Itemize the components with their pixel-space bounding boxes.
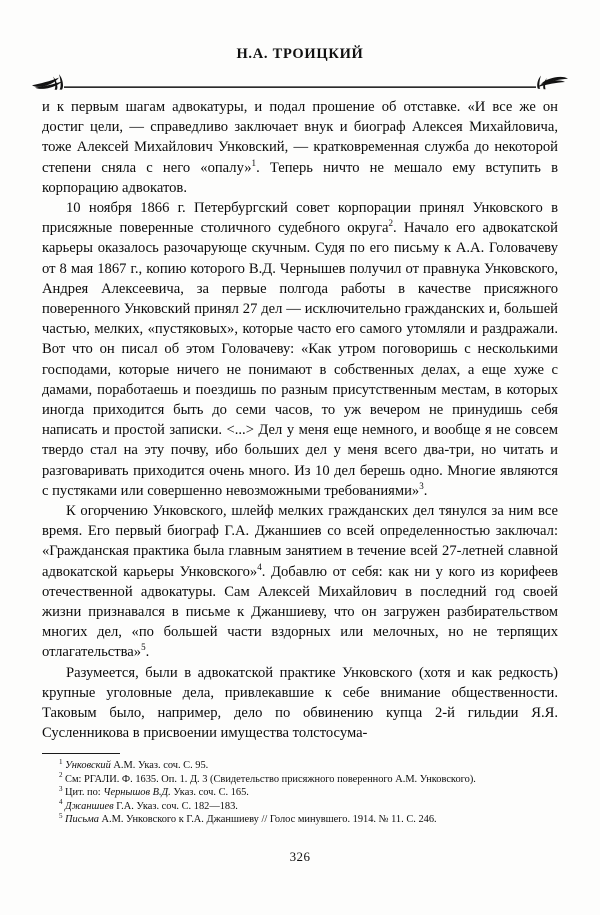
footnotes-section xyxy=(42,753,558,827)
paragraph: К огорчению Унковского, шлейф мелких гражданских дел тянулся за ним все время. Его первый биограф Г.А. Джаншиев со всей определенностью заключал: «Гражданская практика была главным занятием в течение всей 27-летней славной адвокатской карьеры Унковского»$^4$. Добавлю от себя: как ни у кого из корифеев отечественной адвокатуры. Сам Алексей Михайлович в последний год своей жизни признавался в письме к Джаншиеву, что он загружен разбирательством многих дел, «по большей части вздорных или мелочных, но не терпящих отлагательства»$^5$. xyxy=(42,503,558,661)
footnote-marker: 2 xyxy=(59,771,63,780)
footnote-separator xyxy=(42,753,120,754)
footnote-ref-5[interactable]: 5 xyxy=(141,642,146,653)
footnote-ref-3[interactable]: 3 xyxy=(419,481,424,491)
ornamental-rule xyxy=(26,70,574,92)
footnote-item: $^4$ Джаншиев Г.А. Указ. соч. С. 182—183. xyxy=(59,798,238,812)
footnote-item: $^5$ Письма А.М. Унковского к Г.А. Джаншиеву // Голос минувшего. 1914. № 11. С. 246. xyxy=(59,811,437,826)
footnote-author: Джаншиев xyxy=(65,800,114,812)
footnote-author: Унковский xyxy=(65,760,111,771)
footnote-marker: 3 xyxy=(59,784,63,793)
paragraph: Разумеется, были в адвокатской практике Унковского (хотя и как редкость) крупные уголовные дела, привлекавшие к себе внимание общественности. Таковым было, например, дело по обвинению купца 2-й гильдии Я.Я. Сусленникова в присвоении имущества толстосума- xyxy=(42,664,558,742)
footnote-item: $^2$ См: РГАЛИ. Ф. 1635. Оп. 1. Д. 3 (Свидетельство присяжного поверенного А.М. Унковского). xyxy=(59,771,476,785)
footnote-item: $^1$ Унковский А.М. Указ. соч. С. 95. xyxy=(59,757,209,771)
leaf-flourish-left-icon xyxy=(32,74,63,90)
footnote-marker: 1 xyxy=(59,757,63,766)
paragraph: 10 ноября 1866 г. Петербургский совет корпорации принял Унковского в присяжные поверенные столичного судебного округа$^2$. Начало его адвокатской карьеры оказалось разочарующе скучным. Судя по его письму к А.А. Головачеву от 8 мая 1867 г., копию которого В.Д. Чернышев получил от правнука Унковского, Андрея Алексеевича, за первые полгода работы в качестве присяжного поверенного Унковский принял 27 дел — исключительно гражданских и, большей частью, мелких, «пустяковых», которые часто его самого утомляли и раздражали. Вот что он писал об этом Головачеву: «Как утром поговоришь с несколькими господами, которые ничего не понимают в собственных делах, а еще хуже с дамами, поработаешь и поездишь по разным присутственным местам, в которых иногда приходится быть до семи часов, то уж вечером не принудишь себя написать и простой записки. <...> Дел у меня еще немного, и вообще я не совсем твердо стал на эту почву, ибо больших дел у меня всего два-три, но читать и разговаривать приходится очень много. Из 10 дел берешь одно. Многие являются с пустяками или совершенно невозможными требованиями»$^3$. xyxy=(42,200,558,499)
page-number: 326 xyxy=(289,849,311,864)
paragraph: и к первым шагам адвокатуры, и подал прошение об отставке. «И все же он достиг цели, — справедливо заключает внук и биограф Алексея Михайловича, тоже Алексей Михайлович Унковский, — кратковременная служба до некоторой степени сняла с него «опалу»$^1$. Теперь ничто не мешало ему вступить в корпорацию адвокатов. xyxy=(42,99,558,196)
footnote-author: Чернышов В.Д. xyxy=(103,787,171,799)
footnote-ref-1[interactable]: 1 xyxy=(251,157,257,168)
rule-line xyxy=(64,86,536,88)
footnote-item: $^3$ Цит. по: Чернышов В.Д. Указ. соч. С. 165. xyxy=(59,784,249,799)
footnote-marker: 5 xyxy=(59,811,63,820)
running-head: Н.А. ТРОИЦКИЙ xyxy=(236,46,364,62)
leaf-flourish-right-icon xyxy=(537,76,568,90)
footnote-author: Письма xyxy=(65,814,99,826)
footnote-ref-4[interactable]: 4 xyxy=(257,561,262,572)
footnote-marker: 4 xyxy=(59,798,63,807)
footnote-ref-2[interactable]: 2 xyxy=(388,218,394,229)
body-text xyxy=(42,97,558,744)
